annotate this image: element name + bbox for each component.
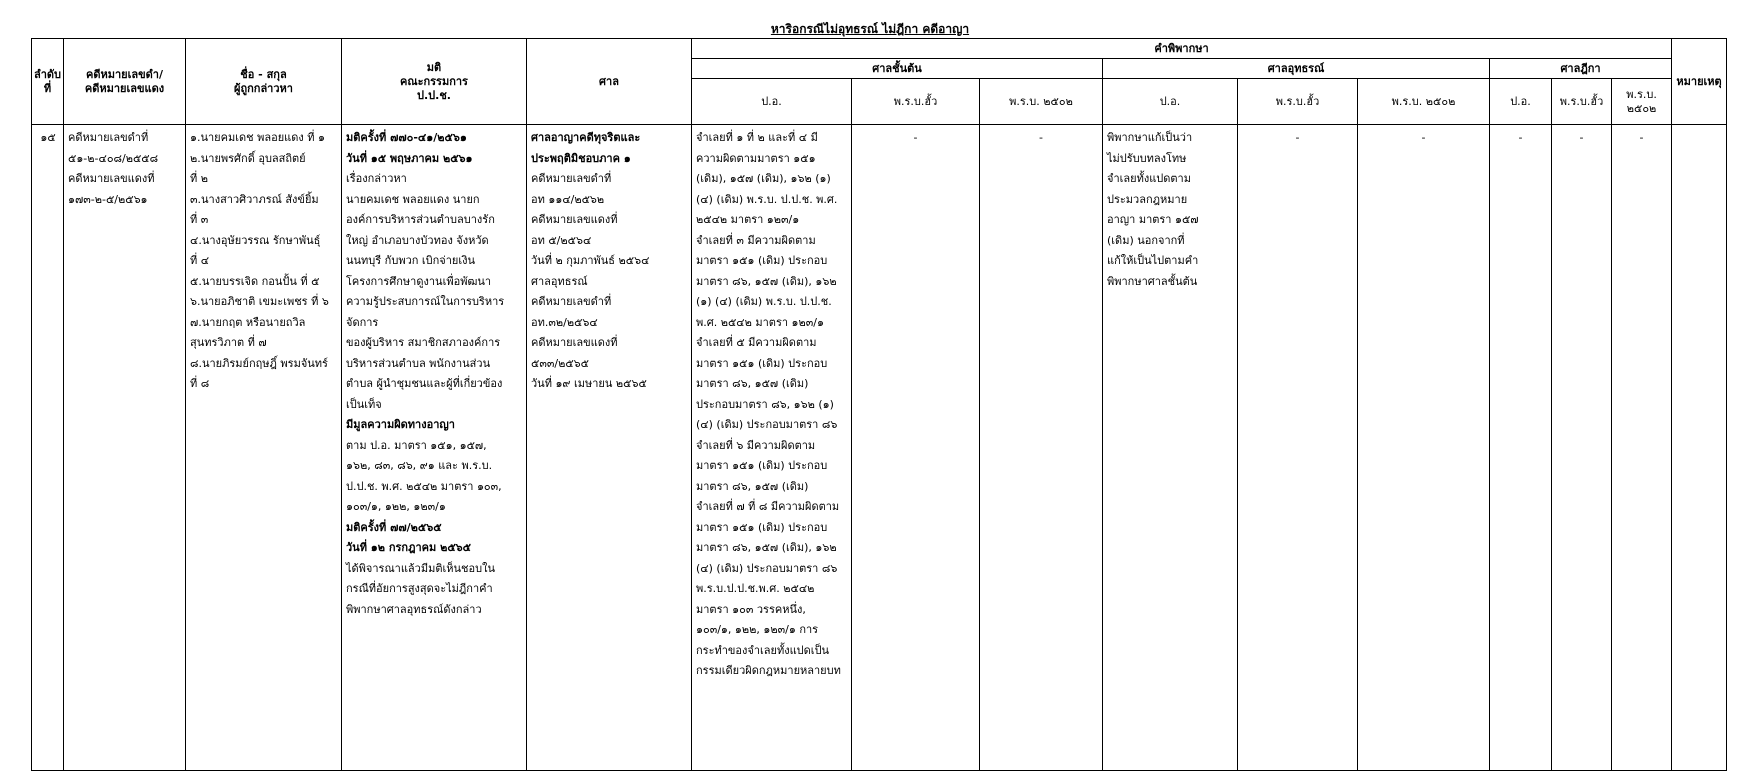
court-line: อท ๑๑๔/๒๕๖๒ xyxy=(531,192,605,206)
resolution-line: จัดการ xyxy=(346,315,379,329)
first-prb-old-value: - xyxy=(913,131,918,144)
accused-name-line: ๗.นายกฤต หรือนายถวิล xyxy=(190,315,306,329)
resolution-line: บริหารส่วนตำบล พนักงานส่วน xyxy=(346,356,491,370)
court-line: อท ๕/๒๕๖๔ xyxy=(531,233,592,247)
cell-supreme-prb-old xyxy=(1552,125,1612,771)
header-appeal-po xyxy=(1103,79,1238,125)
first-court-po-line: จำเลยที่ ๓ มีความผิดตาม xyxy=(696,233,816,247)
first-court-po-line: จำเลยที่ ๑ ที่ ๒ และที่ ๔ มี xyxy=(696,131,818,144)
court-line: วันที่ ๒ กุมภาพันธ์ ๒๕๖๔ xyxy=(531,254,650,267)
resolution-line: โครงการศึกษาดูงานเพื่อพัฒนา xyxy=(346,274,492,288)
resolution-line: กรณีที่อัยการสูงสุดจะไม่ฎีกาคำ xyxy=(346,582,493,595)
first-po-list xyxy=(692,125,851,682)
accused-name-line: สุนทรวิภาต ที่ ๗ xyxy=(190,336,267,349)
header-case-no xyxy=(64,39,186,125)
first-court-po-line: มาตรา ๘๖, ๑๕๗ (เดิม) xyxy=(696,479,809,493)
resolution-line: ๑๖๒, ๘๓, ๘๖, ๙๑ และ พ.ร.บ. xyxy=(346,459,493,472)
cell-first-prb-2502 xyxy=(980,125,1103,771)
remarks-value xyxy=(1672,125,1726,128)
first-court-po-line: (เดิม), ๑๕๗ (เดิม), ๑๖๒ (๑) xyxy=(696,172,831,185)
header-remarks-label: หมายเหตุ xyxy=(1676,74,1722,88)
header-court-appeal xyxy=(1103,59,1490,79)
cell-order xyxy=(32,125,64,771)
appeal-court-po-line: ประมวลกฎหมาย xyxy=(1107,192,1188,206)
appeal-prb-old-value: - xyxy=(1295,131,1300,144)
header-court-first-label: ศาลชั้นต้น xyxy=(872,61,922,75)
cell-supreme-po xyxy=(1490,125,1552,771)
resolution-line: ๑๐๓/๑, ๑๒๒, ๑๒๓/๑ xyxy=(346,500,446,513)
first-prb-2502-value: - xyxy=(1039,131,1043,144)
first-court-po-line: มาตรา ๘๖, ๑๕๗ (เดิม), ๑๖๒ xyxy=(696,274,837,288)
appeal-court-po-line: ไม่ปรับบทลงโทษ xyxy=(1107,151,1187,165)
first-court-po-line: (๔) (เดิม) ประกอบมาตรา ๘๖ xyxy=(696,561,838,575)
cell-remarks xyxy=(1672,125,1727,771)
accused-name-line: ๑.นายคมเดช พลอยแดง ที่ ๑ xyxy=(190,131,325,144)
court-line: คดีหมายเลขแดงที่ xyxy=(531,336,618,349)
header-name xyxy=(186,39,342,125)
header-court xyxy=(527,39,692,125)
court-line: คดีหมายเลขแดงที่ xyxy=(531,213,618,226)
header-first-prb-2502 xyxy=(980,79,1103,125)
first-court-po-line: มาตรา ๑๕๑ (เดิม) ประกอบ xyxy=(696,356,828,370)
cell-resolution xyxy=(342,125,527,771)
resolution-line: มีมูลความผิดทางอาญา xyxy=(346,418,455,431)
cell-appeal-prb-old xyxy=(1238,125,1358,771)
cell-first-prb-old xyxy=(852,125,980,771)
header-resolution-label: มติ คณะกรรมการ ป.ป.ช. xyxy=(400,60,468,102)
resolution-line: ของผู้บริหาร สมาชิกสภาองค์การ xyxy=(346,336,501,349)
accused-name-line: ๕.นายบรรเจิด กอนปั้น ที่ ๕ xyxy=(190,274,320,288)
header-court-label: ศาล xyxy=(599,74,619,88)
case-no-list xyxy=(64,125,185,210)
header-appeal-prb-old-label: พ.ร.บ.ฮั้ว xyxy=(1275,94,1320,108)
case-table xyxy=(31,38,1727,771)
first-court-po-line: มาตรา ๘๖, ๑๕๗ (เดิม), ๑๖๒ xyxy=(696,541,837,554)
first-court-po-line: มาตรา ๑๕๑ (เดิม) ประกอบ xyxy=(696,520,828,534)
cell-case-no xyxy=(64,125,186,771)
header-verdict-label: คำพิพากษา xyxy=(1154,41,1209,55)
header-supreme-prb-old-label: พ.ร.บ.ฮั้ว xyxy=(1559,94,1604,108)
header-court-supreme-label: ศาลฎีกา xyxy=(1560,61,1601,75)
accused-name-line: ๓.นางสาวศิวาภรณ์ สังข์ยิ้ม xyxy=(190,192,319,206)
header-first-prb-2502-label: พ.ร.บ. ๒๕๐๒ xyxy=(1009,94,1073,108)
cell-appeal-prb-2502 xyxy=(1358,125,1490,771)
first-court-po-line: พ.ศ. ๒๕๔๒ มาตรา ๑๒๓/๑ xyxy=(696,315,824,329)
case-no-line: ๕๑-๒-๔๐๘/๒๕๕๘ xyxy=(68,151,159,165)
first-court-po-line: จำเลยที่ ๖ มีความผิดตาม xyxy=(696,438,816,452)
accused-name-line: ที่ ๘ xyxy=(190,377,210,390)
cell-names xyxy=(186,125,342,771)
header-first-po xyxy=(692,79,852,125)
header-first-prb-old-label: พ.ร.บ.ฮั้ว xyxy=(893,94,938,108)
resolution-line: ป.ป.ช. พ.ศ. ๒๕๔๒ มาตรา ๑๐๓, xyxy=(346,479,502,493)
appeal-court-po-line: พิพากษาแก้เป็นว่า xyxy=(1107,131,1193,144)
header-supreme-prb-2502-label: พ.ร.บ. ๒๕๐๒ xyxy=(1626,87,1657,115)
appeal-po-list xyxy=(1103,125,1237,292)
court-line: คดีหมายเลขดำที่ xyxy=(531,172,612,185)
resolution-line: วันที่ ๑๕ พฤษภาคม ๒๕๖๑ xyxy=(346,151,473,165)
header-first-prb-old xyxy=(852,79,980,125)
case-no-line: คดีหมายเลขดำที่ xyxy=(68,131,149,144)
accused-name-line: ที่ ๓ xyxy=(190,213,209,226)
resolution-line: วันที่ ๑๒ กรกฎาคม ๒๕๖๕ xyxy=(346,541,471,554)
header-supreme-po xyxy=(1490,79,1552,125)
resolution-line: ใหญ่ อำเภอบางบัวทอง จังหวัด xyxy=(346,233,489,247)
header-appeal-prb-old xyxy=(1238,79,1358,125)
first-court-po-line: ความผิดตามมาตรา ๑๕๑ xyxy=(696,151,816,165)
accused-name-line: ๘.นายภิรมย์กฤษฎิ์ พรมจันทร์ xyxy=(190,356,328,370)
first-court-po-line: ๒๕๔๒ มาตรา ๑๒๓/๑ xyxy=(696,213,800,226)
header-supreme-prb-old xyxy=(1552,79,1612,125)
header-resolution xyxy=(342,39,527,125)
first-court-po-line: ประกอบมาตรา ๘๖, ๑๖๒ (๑) xyxy=(696,397,834,411)
first-court-po-line: กระทำของจำเลยทั้งแปดเป็น xyxy=(696,643,830,657)
header-verdict xyxy=(692,39,1672,59)
resolution-line: นายคมเดช พลอยแดง นายก xyxy=(346,192,480,206)
resolution-line: เรื่องกล่าวหา xyxy=(346,172,407,185)
accused-name-line: ๖.นายอภิชาติ เขมะเพชร ที่ ๖ xyxy=(190,295,329,308)
first-court-po-line: จำเลยที่ ๗ ที่ ๘ มีความผิดตาม xyxy=(696,500,840,513)
first-court-po-line: มาตรา ๑๕๑ (เดิม) ประกอบ xyxy=(696,254,828,267)
header-court-first xyxy=(692,59,1103,79)
court-line: ศาลอุทธรณ์ xyxy=(531,274,588,288)
header-supreme-prb-2502 xyxy=(1612,79,1672,125)
first-court-po-line: มาตรา ๑๐๓ วรรคหนึ่ง, xyxy=(696,602,806,616)
accused-name-line: ที่ ๔ xyxy=(190,254,210,267)
first-court-po-line: ๑๐๓/๑, ๑๒๒, ๑๒๓/๑ การ xyxy=(696,623,819,636)
court-line: ศาลอาญาคดีทุจริตและ xyxy=(531,131,641,144)
first-court-po-line: มาตรา ๘๖, ๑๕๗ (เดิม) xyxy=(696,377,809,390)
header-first-po-label: ป.อ. xyxy=(761,94,782,108)
order-value: ๑๕ xyxy=(40,131,56,144)
resolution-line: องค์การบริหารส่วนตำบลบางรัก xyxy=(346,213,495,226)
supreme-prb-2502-value: - xyxy=(1639,131,1644,144)
court-line: วันที่ ๑๙ เมษายน ๒๕๖๕ xyxy=(531,377,647,390)
resolution-list xyxy=(342,125,526,620)
header-name-label: ชื่อ - สกุล ผู้ถูกกล่าวหา xyxy=(234,67,293,95)
header-appeal-prb-2502 xyxy=(1358,79,1490,125)
resolution-line: พิพากษาศาลอุทธรณ์ดังกล่าว xyxy=(346,602,482,616)
header-case-no-label: คดีหมายเลขดำ/ คดีหมายเลขแดง xyxy=(84,67,165,95)
resolution-line: นนทบุรี กับพวก เบิกจ่ายเงิน xyxy=(346,254,476,267)
case-no-line: คดีหมายเลขแดงที่ xyxy=(68,172,155,185)
cell-appeal-po xyxy=(1103,125,1238,771)
court-line: อท.๓๒/๒๕๖๔ xyxy=(531,315,598,329)
header-supreme-po-label: ป.อ. xyxy=(1510,94,1531,108)
first-court-po-line: (๑) (๔) (เดิม) พ.ร.บ. ป.ป.ช. xyxy=(696,295,832,308)
names-list xyxy=(186,125,341,395)
appeal-prb-2502-value: - xyxy=(1421,131,1426,144)
cell-first-po xyxy=(692,125,852,771)
header-order xyxy=(32,39,64,125)
resolution-line: มติครั้งที่ ๗๗๐-๔๑/๒๕๖๑ xyxy=(346,131,467,144)
resolution-line: ตำบล ผู้นำชุมชนและผู้ที่เกี่ยวข้อง xyxy=(346,377,503,390)
cell-court xyxy=(527,125,692,771)
resolution-line: เป็นเท็จ xyxy=(346,397,382,411)
resolution-line: ตาม ป.อ. มาตรา ๑๕๑, ๑๕๗, xyxy=(346,438,487,452)
appeal-court-po-line: อาญา มาตรา ๑๕๗ xyxy=(1107,213,1199,226)
accused-name-line: ๒.นายพรศักดิ์ อุบลสถิตย์ xyxy=(190,151,306,165)
header-order-label: ลำดับ ที่ xyxy=(33,67,62,95)
appeal-court-po-line: แก้ให้เป็นไปตามคำ xyxy=(1107,254,1199,267)
court-line: ประพฤติมิชอบภาค ๑ xyxy=(531,151,631,165)
first-court-po-line: (๔) (เดิม) พ.ร.บ. ป.ป.ช. พ.ศ. xyxy=(696,192,838,206)
supreme-prb-old-value: - xyxy=(1579,131,1584,144)
accused-name-line: ๔.นางอุษัยวรรณ รักษาพันธุ์ xyxy=(190,233,321,247)
appeal-court-po-line: พิพากษาศาลชั้นต้น xyxy=(1107,274,1198,288)
header-remarks xyxy=(1672,39,1727,125)
first-court-po-line: พ.ร.บ.ป.ป.ช.พ.ศ. ๒๕๔๒ xyxy=(696,582,815,595)
page-title: หาริอกรณีไม่อุทธรณ์ ไม่ฎีกา คดีอาญา xyxy=(770,22,970,36)
first-court-po-line: กรรมเดียวผิดกฎหมายหลายบท xyxy=(696,664,841,677)
header-court-supreme xyxy=(1490,59,1672,79)
court-list xyxy=(527,125,691,395)
header-court-appeal-label: ศาลอุทธรณ์ xyxy=(1267,61,1325,75)
first-court-po-line: (๔) (เดิม) ประกอบมาตรา ๘๖ xyxy=(696,418,838,431)
court-line: คดีหมายเลขดำที่ xyxy=(531,295,612,308)
resolution-line: มติครั้งที่ ๗๗/๒๕๖๕ xyxy=(346,520,442,534)
appeal-court-po-line: (เดิม) นอกจากที่ xyxy=(1107,233,1185,247)
header-appeal-prb-2502-label: พ.ร.บ. ๒๕๐๒ xyxy=(1391,94,1456,108)
resolution-line: ความรู้ประสบการณ์ในการบริหาร xyxy=(346,295,505,308)
supreme-po-value: - xyxy=(1518,131,1523,144)
first-court-po-line: มาตรา ๑๕๑ (เดิม) ประกอบ xyxy=(696,459,828,472)
resolution-line: ได้พิจารณาแล้วมีมติเห็นชอบใน xyxy=(346,561,495,575)
table-row xyxy=(32,125,1727,771)
case-no-line: ๑๗๓-๒-๕/๒๕๖๑ xyxy=(68,192,148,206)
header-appeal-po-label: ป.อ. xyxy=(1159,94,1181,108)
appeal-court-po-line: จำเลยทั้งแปดตาม xyxy=(1107,172,1191,185)
cell-supreme-prb-2502 xyxy=(1612,125,1672,771)
court-line: ๕๓๓/๒๕๖๕ xyxy=(531,356,589,370)
accused-name-line: ที่ ๒ xyxy=(190,172,208,185)
first-court-po-line: จำเลยที่ ๕ มีความผิดตาม xyxy=(696,336,817,349)
